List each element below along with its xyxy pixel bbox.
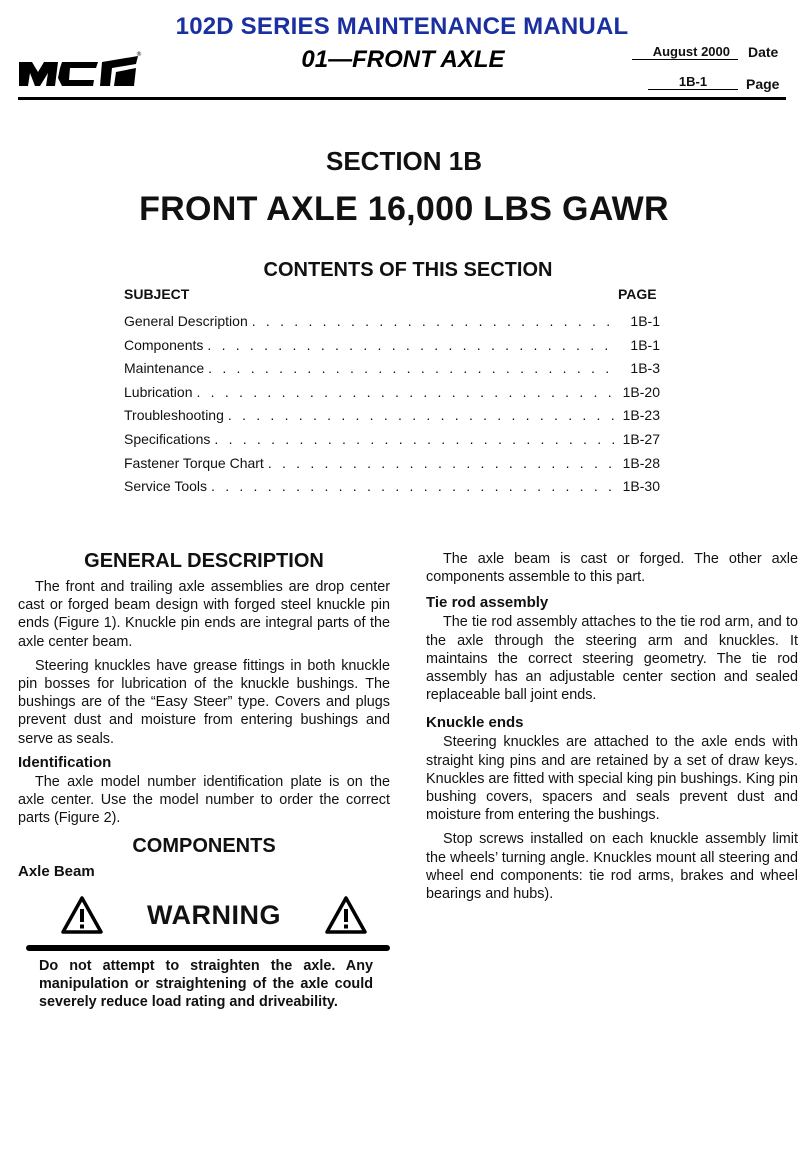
components-heading: COMPONENTS: [132, 835, 276, 858]
manual-title: 102D SERIES MAINTENANCE MANUAL: [175, 13, 629, 40]
toc-entry[interactable]: [124, 431, 660, 455]
toc-entry-subject: Troubleshooting: [124, 407, 224, 424]
section-title: FRONT AXLE 16,000 LBS GAWR: [139, 190, 669, 228]
toc-leader-dots: [211, 478, 614, 494]
knuckle-ends-paragraph: Stop screws installed on each knuckle assembly limit the wheels’ turning angle. Knuckles mount all steering and wheel end components: tie rod arms, brakes and wheel bearings and hubs).: [426, 831, 798, 903]
toc-entry-page: 1B-1: [630, 336, 660, 353]
toc-entry-page: 1B-3: [630, 360, 660, 377]
toc-entry[interactable]: [124, 313, 660, 337]
tie-rod-paragraph: The tie rod assembly attaches to the tie rod arm, and to the axle through the steering arm and knuckles. It maintains the correct steering geometry. The tie rod assembly has an adjustable center section and sealed replaceable ball joint ends.: [426, 614, 798, 704]
warning-divider: [26, 945, 390, 951]
toc-entry-page: 1B-23: [622, 407, 660, 424]
warning-text: Do not attempt to straighten the axle. Any manipulation or straightening of the axle could severely reduce load rating and driveability.: [39, 958, 373, 1011]
identification-heading: Identification: [18, 753, 112, 771]
warning-triangle-icon: [324, 895, 368, 935]
mci-logo: [18, 48, 143, 88]
knuckle-ends-heading: Knuckle ends: [426, 714, 524, 732]
contents-heading: CONTENTS OF THIS SECTION: [263, 259, 553, 281]
general-description-paragraph: Steering knuckles have grease fittings in both knuckle pin bosses for lubrication of the knuckle bushings. The bushings are of the “Easy Steer” type. Covers and plugs prevent dust and moisture from entering bushings and serve as seals.: [18, 657, 390, 747]
page-number: 1B-1: [648, 74, 738, 90]
toc-entry[interactable]: [124, 384, 660, 408]
warning-triangle-icon: [60, 895, 104, 935]
toc-entry-page: 1B-28: [622, 454, 660, 471]
toc-entry[interactable]: [124, 407, 660, 431]
axle-beam-paragraph: The axle beam is cast or forged. The other axle components assemble to this part.: [426, 551, 798, 586]
table-of-contents: [124, 313, 660, 502]
toc-leader-dots: [197, 384, 615, 400]
toc-leader-dots: [228, 407, 614, 423]
toc-entry-subject: Service Tools: [124, 478, 208, 495]
warning-label: WARNING: [147, 900, 281, 931]
page-label: Page: [746, 76, 780, 92]
toc-entry[interactable]: [124, 478, 660, 502]
toc-leader-dots: [207, 337, 614, 353]
toc-entry-subject: Maintenance: [124, 360, 205, 377]
toc-entry-page: 1B-1: [630, 313, 660, 329]
toc-leader-dots: [252, 313, 614, 329]
toc-entry[interactable]: [124, 360, 660, 384]
identification-paragraph: The axle model number identification plate is on the axle center. Use the model number to order the correct parts (Figure 2).: [18, 773, 390, 827]
toc-entry-page: 1B-20: [622, 383, 660, 400]
toc-entry-subject: Lubrication: [124, 383, 193, 400]
header-divider: [18, 97, 786, 100]
toc-entry-page: 1B-30: [622, 478, 660, 495]
general-description-heading: GENERAL DESCRIPTION: [84, 550, 324, 572]
section-label: SECTION 1B: [325, 146, 483, 176]
toc-leader-dots: [214, 431, 614, 447]
svg-text:®: ®: [136, 51, 142, 58]
toc-entry[interactable]: [124, 455, 660, 479]
left-column: [18, 548, 390, 1023]
toc-entry-subject: Fastener Torque Chart: [124, 454, 264, 471]
toc-entry-subject: Components: [124, 336, 204, 353]
right-column: [426, 550, 798, 909]
chapter-subtitle: 01—FRONT AXLE: [301, 46, 505, 73]
toc-entry-subject: Specifications: [124, 430, 211, 447]
toc-entry-page: 1B-27: [622, 430, 660, 447]
toc-subject-header: SUBJECT: [124, 286, 190, 302]
toc-leader-dots: [268, 455, 614, 471]
toc-page-header: PAGE: [618, 286, 657, 302]
date-value: August 2000: [632, 44, 738, 60]
toc-entry[interactable]: [124, 337, 660, 361]
warning-callout: [18, 891, 390, 1023]
toc-entry-subject: General Description: [124, 313, 248, 329]
tie-rod-heading: Tie rod assembly: [426, 594, 549, 612]
date-label: Date: [748, 44, 779, 60]
axle-beam-heading: Axle Beam: [18, 863, 95, 881]
general-description-paragraph: The front and trailing axle assemblies are drop center cast or forged beam design with forged steel knuckle pin ends (Figure 1). Knuckle pin ends are integral parts of the axle center beam.: [18, 579, 390, 650]
toc-leader-dots: [208, 360, 614, 376]
knuckle-ends-paragraph: Steering knuckles are attached to the axle ends with straight king pins and are retained by a set of draw keys. Knuckles are fitted with special king pin bushings. King pin bushing covers, spacers and seals prevent dust and moisture from entering the bushings.: [426, 734, 798, 824]
